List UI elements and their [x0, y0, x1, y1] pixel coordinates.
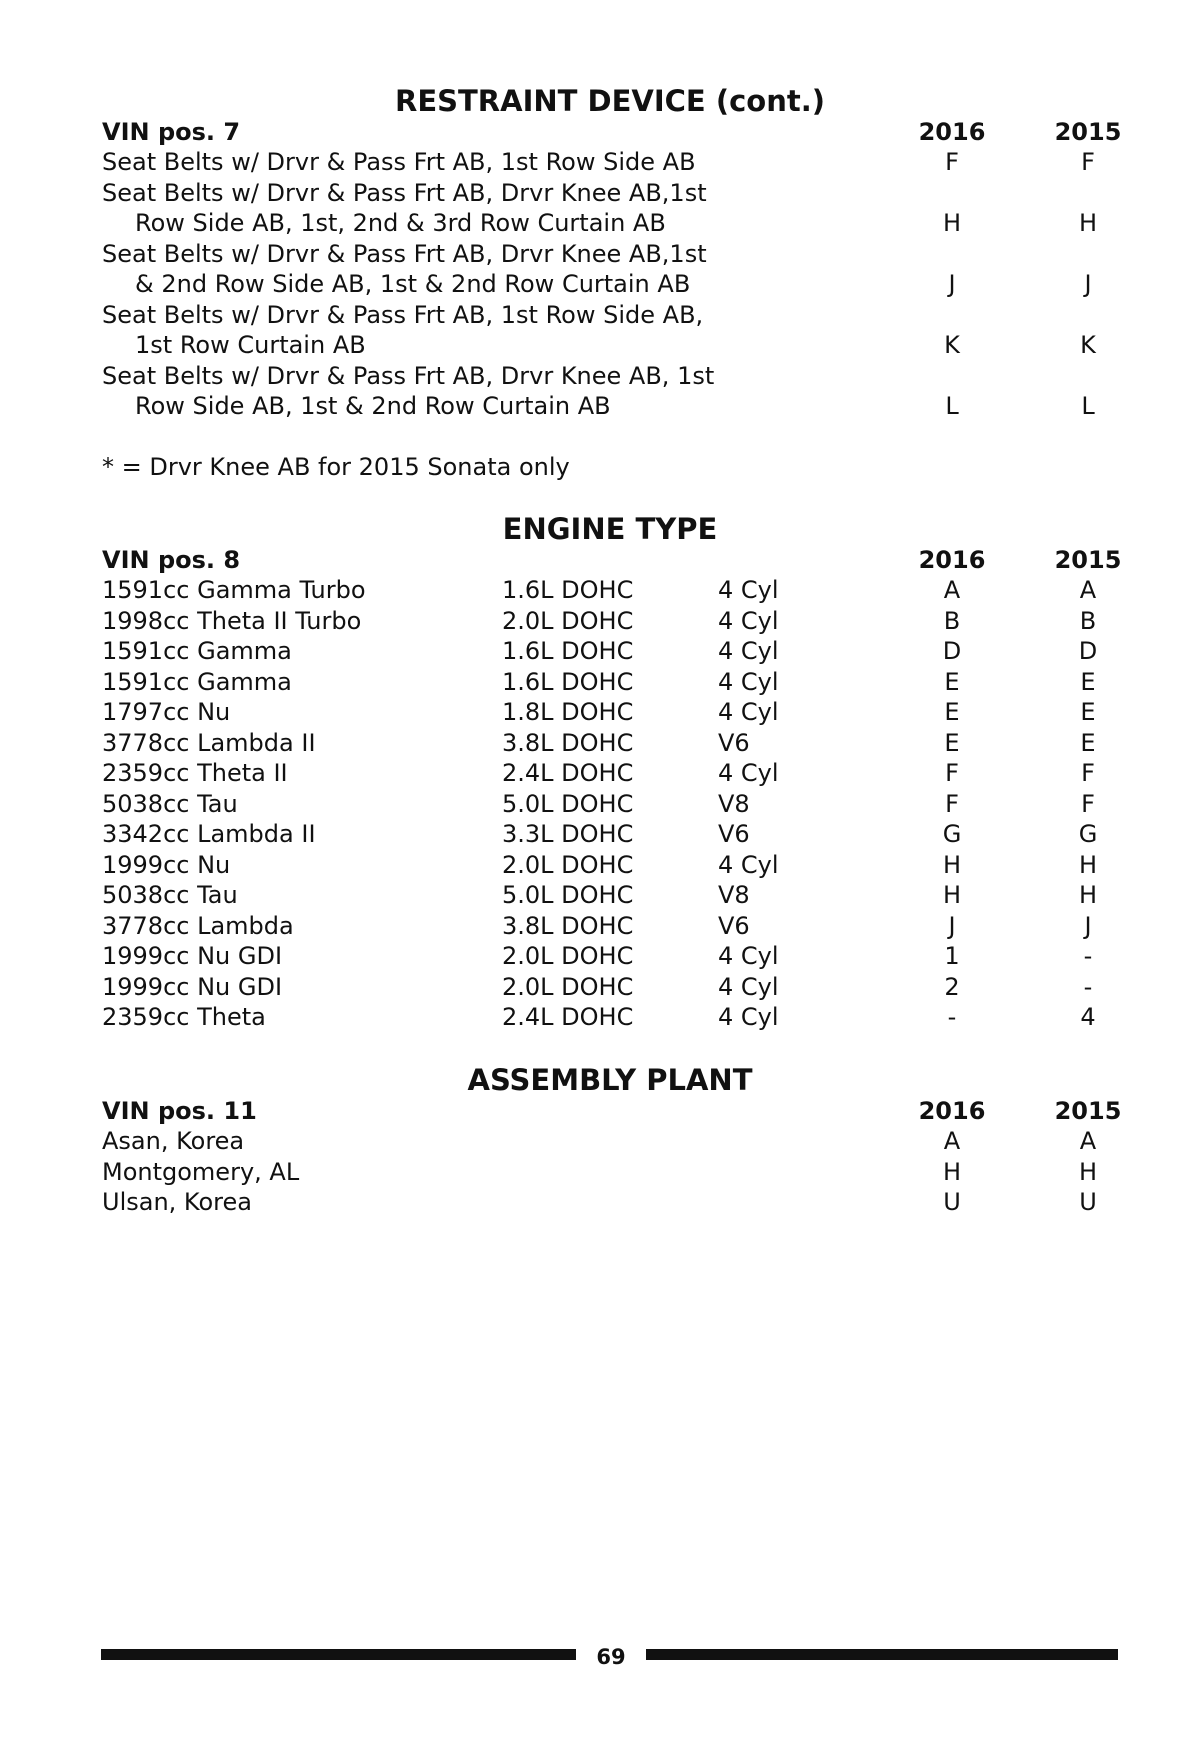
table-row	[102, 1187, 1102, 1218]
plant-location: Asan, Korea	[102, 1127, 245, 1155]
engine-header-row	[102, 545, 1122, 576]
footnote-text: * = Drvr Knee AB for 2015 Sonata only	[102, 453, 570, 481]
engine-cylinders: 4 Cyl	[718, 972, 779, 1001]
engine-cylinders: 4 Cyl	[718, 850, 779, 879]
code-2015: F	[1081, 759, 1095, 787]
year-2015-header: 2015	[1054, 546, 1122, 574]
table-row	[102, 850, 1102, 881]
table-row	[102, 636, 1102, 667]
table-row	[102, 1126, 1102, 1157]
table-row-continuation	[102, 391, 1102, 422]
restraint-description-cont: Row Side AB, 1st, 2nd & 3rd Row Curtain AB	[135, 209, 666, 237]
code-2015: D	[1078, 637, 1098, 665]
table-row	[102, 941, 1102, 972]
engine-cylinders: V6	[718, 728, 750, 757]
table-row	[102, 697, 1102, 728]
table-row	[102, 880, 1102, 911]
code-2016: H	[942, 209, 962, 237]
restraint-description-cont: 1st Row Curtain AB	[135, 331, 366, 359]
table-row-continuation	[102, 269, 1102, 300]
engine-name: 1999cc Nu	[102, 850, 231, 879]
engine-name: 3342cc Lambda II	[102, 820, 316, 848]
engine-displacement: 5.0L DOHC	[502, 881, 634, 909]
code-2016: E	[944, 667, 960, 696]
plant-header-row	[102, 1096, 1122, 1127]
code-2015: H	[1078, 1157, 1098, 1186]
table-row	[102, 1157, 1102, 1188]
code-2015: E	[1080, 728, 1096, 757]
restraint-header-row	[102, 117, 1122, 148]
table-row-continuation	[102, 208, 1102, 239]
table-row	[102, 728, 1102, 759]
table-row	[102, 300, 1102, 331]
footer-rule-right	[646, 1649, 1118, 1660]
engine-cylinders: 4 Cyl	[718, 576, 779, 604]
code-2016: A	[943, 1127, 961, 1155]
engine-name: 1998cc Theta II Turbo	[102, 606, 362, 635]
code-2015: E	[1080, 698, 1096, 726]
engine-cylinders: 4 Cyl	[718, 637, 779, 665]
code-2015: H	[1078, 850, 1098, 879]
code-2016: F	[945, 148, 959, 176]
restraint-description: Seat Belts w/ Drvr & Pass Frt AB, Drvr Knee AB, 1st	[102, 362, 715, 390]
engine-cylinders: 4 Cyl	[718, 698, 779, 726]
table-row	[102, 667, 1102, 698]
restraint-description-cont: & 2nd Row Side AB, 1st & 2nd Row Curtain AB	[135, 270, 691, 298]
restraint-description: Seat Belts w/ Drvr & Pass Frt AB, Drvr Knee AB,1st	[102, 179, 707, 207]
year-2015-header: 2015	[1054, 1097, 1122, 1125]
engine-displacement: 2.0L DOHC	[502, 606, 634, 635]
table-row	[102, 911, 1102, 942]
table-row	[102, 575, 1102, 606]
table-row	[102, 819, 1102, 850]
table-row	[102, 361, 1102, 392]
year-2016-header: 2016	[918, 546, 986, 574]
table-row	[102, 972, 1102, 1003]
code-2016: F	[945, 759, 959, 787]
engine-name: 2359cc Theta	[102, 1003, 266, 1031]
page-number: 69	[596, 1645, 626, 1669]
engine-name: 1591cc Gamma Turbo	[102, 576, 366, 604]
engine-name: 5038cc Tau	[102, 789, 238, 818]
code-2016: F	[945, 789, 959, 818]
vin-pos-label: VIN pos. 7	[102, 118, 241, 146]
table-row-continuation	[102, 330, 1102, 361]
code-2015: H	[1078, 209, 1098, 237]
vin-pos-label: VIN pos. 11	[102, 1097, 257, 1125]
engine-name: 3778cc Lambda II	[102, 728, 316, 757]
code-2016: 2	[944, 972, 960, 1001]
code-2015: -	[1083, 972, 1093, 1001]
engine-cylinders: V8	[718, 881, 750, 909]
code-2015: A	[1079, 576, 1097, 604]
engine-name: 1591cc Gamma	[102, 637, 292, 665]
engine-displacement: 2.4L DOHC	[502, 759, 634, 787]
engine-displacement: 2.4L DOHC	[502, 1003, 634, 1031]
table-row	[102, 147, 1102, 178]
engine-displacement: 1.6L DOHC	[502, 576, 634, 604]
footer-rule-left	[101, 1649, 576, 1660]
engine-displacement: 2.0L DOHC	[502, 972, 634, 1001]
table-row	[102, 178, 1102, 209]
engine-cylinders: V6	[718, 911, 750, 940]
code-2015: E	[1080, 667, 1096, 696]
code-2016: B	[943, 606, 961, 635]
engine-name: 1999cc Nu GDI	[102, 942, 283, 970]
code-2015: F	[1081, 789, 1095, 818]
code-2016: H	[942, 1157, 962, 1186]
code-2016: G	[942, 820, 962, 848]
code-2016: D	[942, 637, 962, 665]
code-2015: U	[1079, 1188, 1097, 1216]
code-2016: J	[948, 270, 956, 298]
restraint-description: Seat Belts w/ Drvr & Pass Frt AB, 1st Row Side AB,	[102, 301, 704, 329]
code-2015: A	[1079, 1127, 1097, 1155]
section-title-plant: ASSEMBLY PLANT	[467, 1063, 753, 1097]
section-title-restraint: RESTRAINT DEVICE (cont.)	[395, 84, 825, 118]
code-2016: H	[942, 881, 962, 909]
engine-displacement: 2.0L DOHC	[502, 850, 634, 879]
code-2016: H	[942, 850, 962, 879]
year-2016-header: 2016	[918, 118, 986, 146]
code-2015: 4	[1080, 1003, 1096, 1031]
engine-displacement: 5.0L DOHC	[502, 789, 634, 818]
plant-location: Montgomery, AL	[102, 1157, 300, 1186]
code-2016: 1	[944, 942, 960, 970]
engine-cylinders: 4 Cyl	[718, 759, 779, 787]
engine-name: 2359cc Theta II	[102, 759, 288, 787]
table-row	[102, 239, 1102, 270]
engine-name: 3778cc Lambda	[102, 911, 294, 940]
year-2015-header: 2015	[1054, 118, 1122, 146]
vin-pos-label: VIN pos. 8	[102, 546, 241, 574]
engine-cylinders: V8	[718, 789, 750, 818]
code-2015: J	[1084, 270, 1092, 298]
plant-location: Ulsan, Korea	[102, 1188, 252, 1216]
code-2016: K	[944, 331, 960, 359]
engine-cylinders: 4 Cyl	[718, 667, 779, 696]
code-2016: E	[944, 728, 960, 757]
engine-displacement: 1.6L DOHC	[502, 667, 634, 696]
code-2015: -	[1083, 942, 1093, 970]
code-2015: J	[1084, 911, 1092, 940]
year-2016-header: 2016	[918, 1097, 986, 1125]
code-2015: F	[1081, 148, 1095, 176]
engine-cylinders: 4 Cyl	[718, 606, 779, 635]
footnote	[102, 452, 1102, 483]
table-row	[102, 758, 1102, 789]
restraint-description: Seat Belts w/ Drvr & Pass Frt AB, Drvr Knee AB,1st	[102, 240, 707, 268]
engine-displacement: 3.3L DOHC	[502, 820, 634, 848]
table-row	[102, 1002, 1102, 1033]
code-2016: L	[945, 392, 959, 420]
engine-cylinders: 4 Cyl	[718, 942, 779, 970]
code-2015: K	[1080, 331, 1096, 359]
code-2015: G	[1078, 820, 1098, 848]
code-2016: -	[947, 1003, 957, 1031]
code-2016: J	[948, 911, 956, 940]
engine-displacement: 1.6L DOHC	[502, 637, 634, 665]
code-2016: U	[943, 1188, 961, 1216]
engine-displacement: 3.8L DOHC	[502, 728, 634, 757]
table-row	[102, 789, 1102, 820]
code-2016: E	[944, 698, 960, 726]
engine-displacement: 2.0L DOHC	[502, 942, 634, 970]
engine-name: 5038cc Tau	[102, 881, 238, 909]
section-title-engine: ENGINE TYPE	[502, 512, 718, 546]
engine-displacement: 1.8L DOHC	[502, 698, 634, 726]
engine-name: 1591cc Gamma	[102, 667, 292, 696]
restraint-description-cont: Row Side AB, 1st & 2nd Row Curtain AB	[135, 392, 611, 420]
code-2015: B	[1079, 606, 1097, 635]
restraint-description: Seat Belts w/ Drvr & Pass Frt AB, 1st Row Side AB	[102, 148, 696, 176]
engine-cylinders: 4 Cyl	[718, 1003, 779, 1031]
code-2015: L	[1081, 392, 1095, 420]
engine-cylinders: V6	[718, 820, 750, 848]
engine-name: 1999cc Nu GDI	[102, 972, 283, 1001]
code-2015: H	[1078, 881, 1098, 909]
code-2016: A	[943, 576, 961, 604]
engine-name: 1797cc Nu	[102, 698, 231, 726]
engine-displacement: 3.8L DOHC	[502, 911, 634, 940]
table-row	[102, 606, 1102, 637]
